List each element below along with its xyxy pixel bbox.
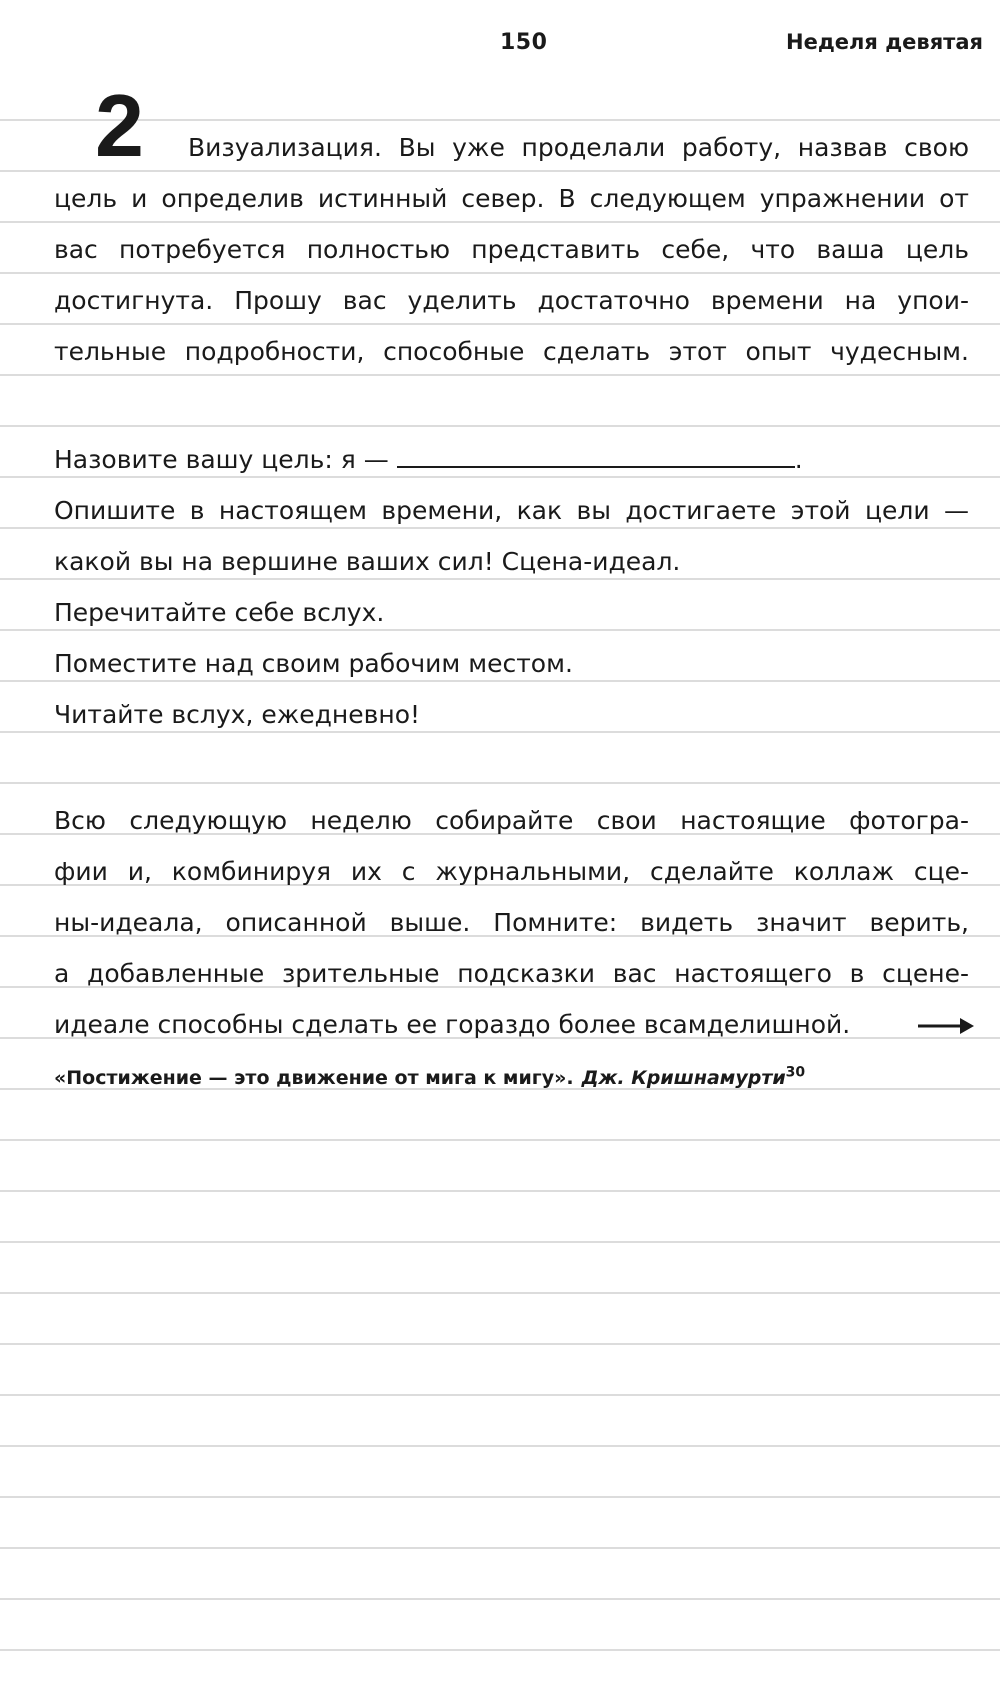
quote: [54, 1065, 805, 1091]
instruction-line: Поместите над своим рабочим местом.: [54, 649, 573, 678]
goal-blank-line[interactable]: [397, 444, 795, 468]
instruction-line: какой вы на вершине ваших сил! Сцена-идеал.: [54, 547, 681, 576]
collage-line: ны-идеала, описанной выше. Помните: видеть значит верить,: [54, 908, 969, 937]
collage-line: а добавленные зрительные подсказки вас настоящего в сцене-: [54, 959, 969, 988]
page-number: 150: [500, 30, 548, 55]
instruction-line: Читайте вслух, ежедневно!: [54, 700, 421, 729]
paragraph-line: тельные подробности, способные сделать этот опыт чудесным.: [54, 337, 969, 366]
goal-prompt: [54, 444, 969, 476]
running-title: Неделя девятая: [786, 30, 983, 54]
goal-prompt-label: Назовите вашу цель: я —: [54, 445, 389, 474]
instruction-line: Перечитайте себе вслух.: [54, 598, 385, 627]
instruction-line: Опишите в настоящем времени, как вы достигаете этой цели —: [54, 496, 969, 525]
paragraph-line: вас потребуется полностью представить себе, что ваша цель: [54, 235, 969, 264]
arrow-right-icon: [918, 1017, 974, 1035]
collage-line: идеале способны сделать ее гораздо более всамделишной.: [54, 1010, 851, 1039]
paragraph-line: цель и определив истинный север. В следующем упражнении от: [54, 184, 969, 213]
footnote-reference: 30: [785, 1064, 806, 1081]
paragraph-line: Визуализация. Вы уже проделали работу, назвав свою: [188, 133, 969, 162]
quote-text: «Постижение — это движение от мига к мигу».: [54, 1067, 574, 1089]
paragraph-line: достигнута. Прошу вас уделить достаточно времени на упои-: [54, 286, 969, 315]
exercise-number: 2: [95, 76, 144, 175]
quote-author: Дж. Кришнамурти: [581, 1067, 786, 1089]
goal-prompt-period: .: [794, 445, 803, 474]
collage-line: фии и, комбинируя их с журнальными, сделайте коллаж сце-: [54, 857, 969, 886]
page-header: [0, 30, 1000, 60]
collage-line: Всю следующую неделю собирайте свои настоящие фотогра-: [54, 806, 969, 835]
